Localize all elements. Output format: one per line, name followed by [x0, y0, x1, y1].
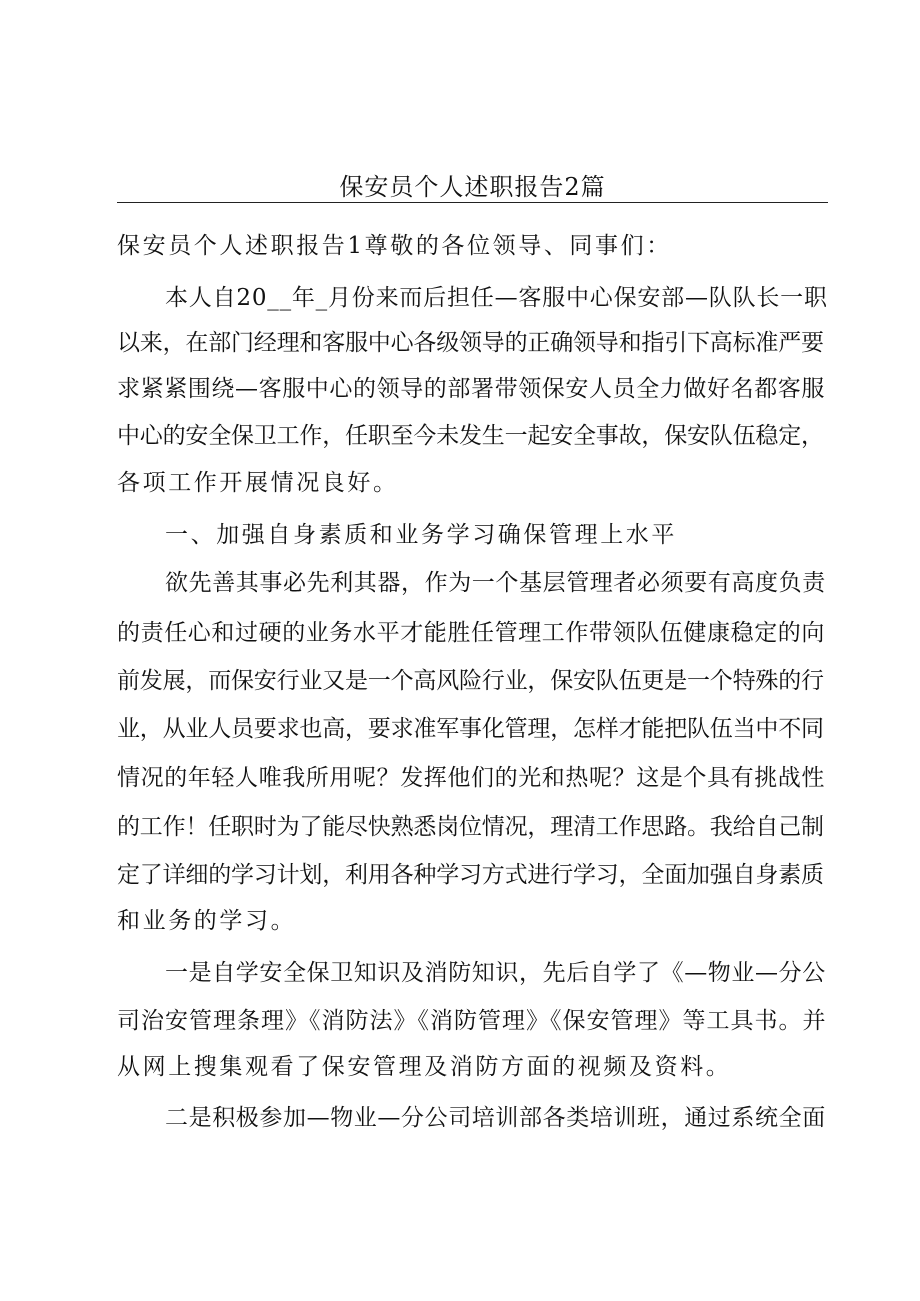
text-line: 从网上搜集观看了保安管理及消防方面的视频及资料。 — [117, 1054, 732, 1080]
text-line: 本人自20__年_月份来而后担任—客服中心保安部—队队长一职 — [165, 285, 828, 311]
text-line: 各项工作开展情况良好。 — [117, 470, 399, 496]
text-line: 和业务的学习。 — [117, 908, 297, 934]
text-line: 保安员个人述职报告1尊敬的各位领导、同事们： — [117, 233, 672, 259]
text-line: 二是积极参加—物业—分公司培训部各类培训班，通过系统全面 — [165, 1105, 826, 1131]
text-line: 司治安管理条理》《消防法》《消防管理》《保安管理》等工具书。并 — [117, 1008, 827, 1034]
title-underline — [117, 202, 828, 203]
text-line: 欲先善其事必先利其器，作为一个基层管理者必须要有高度负责 — [165, 570, 826, 596]
text-line: 的工作！任职时为了能尽快熟悉岗位情况，理清工作思路。我给自己制 — [117, 814, 824, 840]
text-line: 定了详细的学习计划，利用各种学习方式进行学习，全面加强自身素质 — [117, 862, 824, 888]
text-line: 的责任心和过硬的业务水平才能胜任管理工作带领队伍健康稳定的向 — [117, 620, 825, 646]
text-line: 情况的年轻人唯我所用呢？发挥他们的光和热呢？这是个具有挑战性 — [117, 765, 825, 791]
text-line: 以来，在部门经理和客服中心各级领导的正确领导和指引下高标准严要 — [117, 330, 824, 356]
document-title: 保安员个人述职报告2篇 — [339, 173, 606, 201]
text-line: 业，从业人员要求也高，要求准军事化管理，怎样才能把队伍当中不同 — [117, 716, 824, 742]
text-line: 前发展，而保安行业又是一个高风险行业，保安队伍更是一个特殊的行 — [117, 668, 824, 694]
text-line: 求紧紧围绕—客服中心的领导的部署带领保安人员全力做好名都客服 — [117, 376, 825, 402]
section-heading: 一、加强自身素质和业务学习确保管理上水平 — [165, 522, 677, 548]
text-line: 中心的安全保卫工作，任职至今未发生一起安全事故，保安队伍稳定， — [117, 423, 824, 449]
text-line: 一是自学安全保卫知识及消防知识，先后自学了《—物业—分公 — [165, 960, 826, 986]
